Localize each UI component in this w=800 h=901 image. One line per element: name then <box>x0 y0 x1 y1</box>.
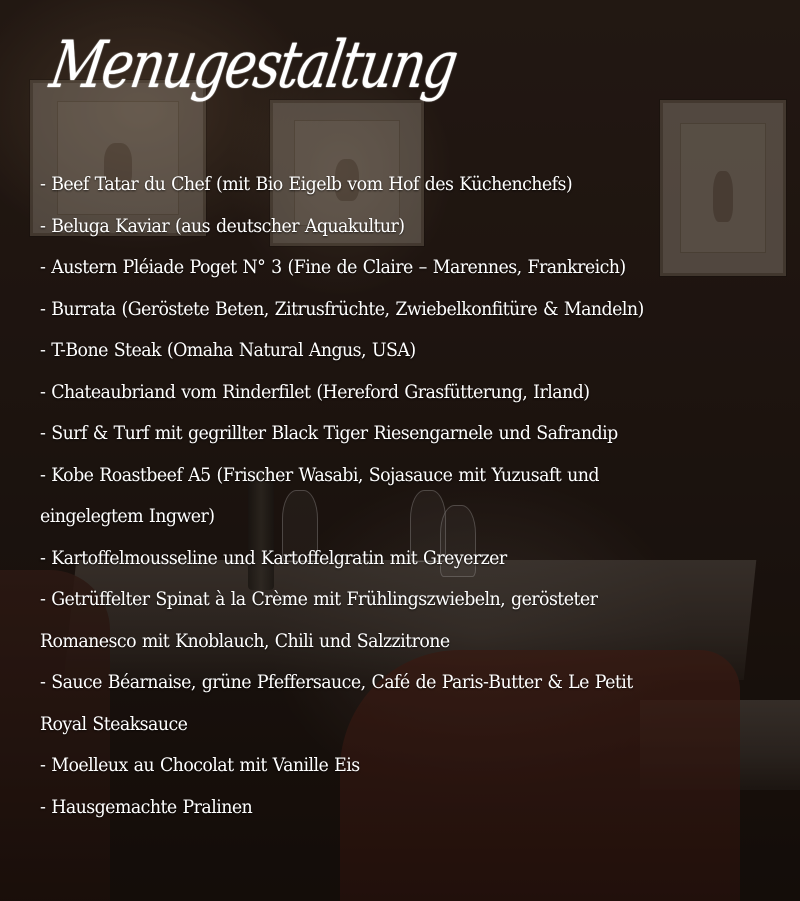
menu-item: - Beef Tatar du Chef (mit Bio Eigelb vom Hof des Küchenchefs) <box>40 174 573 195</box>
menu-item-continuation: Romanesco mit Knoblauch, Chili und Salzzitrone <box>40 630 450 652</box>
menu-item: - Kobe Roastbeef A5 (Frischer Wasabi, Sojasauce mit Yuzusaft und <box>40 464 599 486</box>
menu-item: - Chateaubriand vom Rinderfilet (Hereford Grasfütterung, Irland) <box>40 381 590 403</box>
menu-item: - Hausgemachte Pralinen <box>40 796 253 818</box>
page-title: Menugestaltung <box>45 28 462 103</box>
menu-item: - Beluga Kaviar (aus deutscher Aquakultur) <box>40 215 405 237</box>
menu-item-continuation: Royal Steaksauce <box>40 713 188 735</box>
menu-item: - Moelleux au Chocolat mit Vanille Eis <box>40 755 360 776</box>
menu-item: - Kartoffelmousseline und Kartoffelgratin mit Greyerzer <box>40 547 507 569</box>
menu-item: - Surf & Turf mit gegrillter Black Tiger Riesengarnele und Safrandip <box>40 423 618 444</box>
menu-item: - T-Bone Steak (Omaha Natural Angus, USA) <box>40 340 416 361</box>
menu-list <box>40 164 726 828</box>
menu-item-continuation: eingelegtem Ingwer) <box>40 506 215 527</box>
menu-item: - Austern Pléiade Poget N° 3 (Fine de Claire – Marennes, Frankreich) <box>40 257 626 278</box>
menu-item: - Burrata (Geröstete Beten, Zitrusfrüchte, Zwiebelkonfitüre & Mandeln) <box>40 298 644 320</box>
menu-item: - Sauce Béarnaise, grüne Pfeffersauce, Café de Paris-Butter & Le Petit <box>40 672 633 693</box>
menu-item: - Getrüffelter Spinat à la Crème mit Frühlingszwiebeln, gerösteter <box>40 589 598 610</box>
